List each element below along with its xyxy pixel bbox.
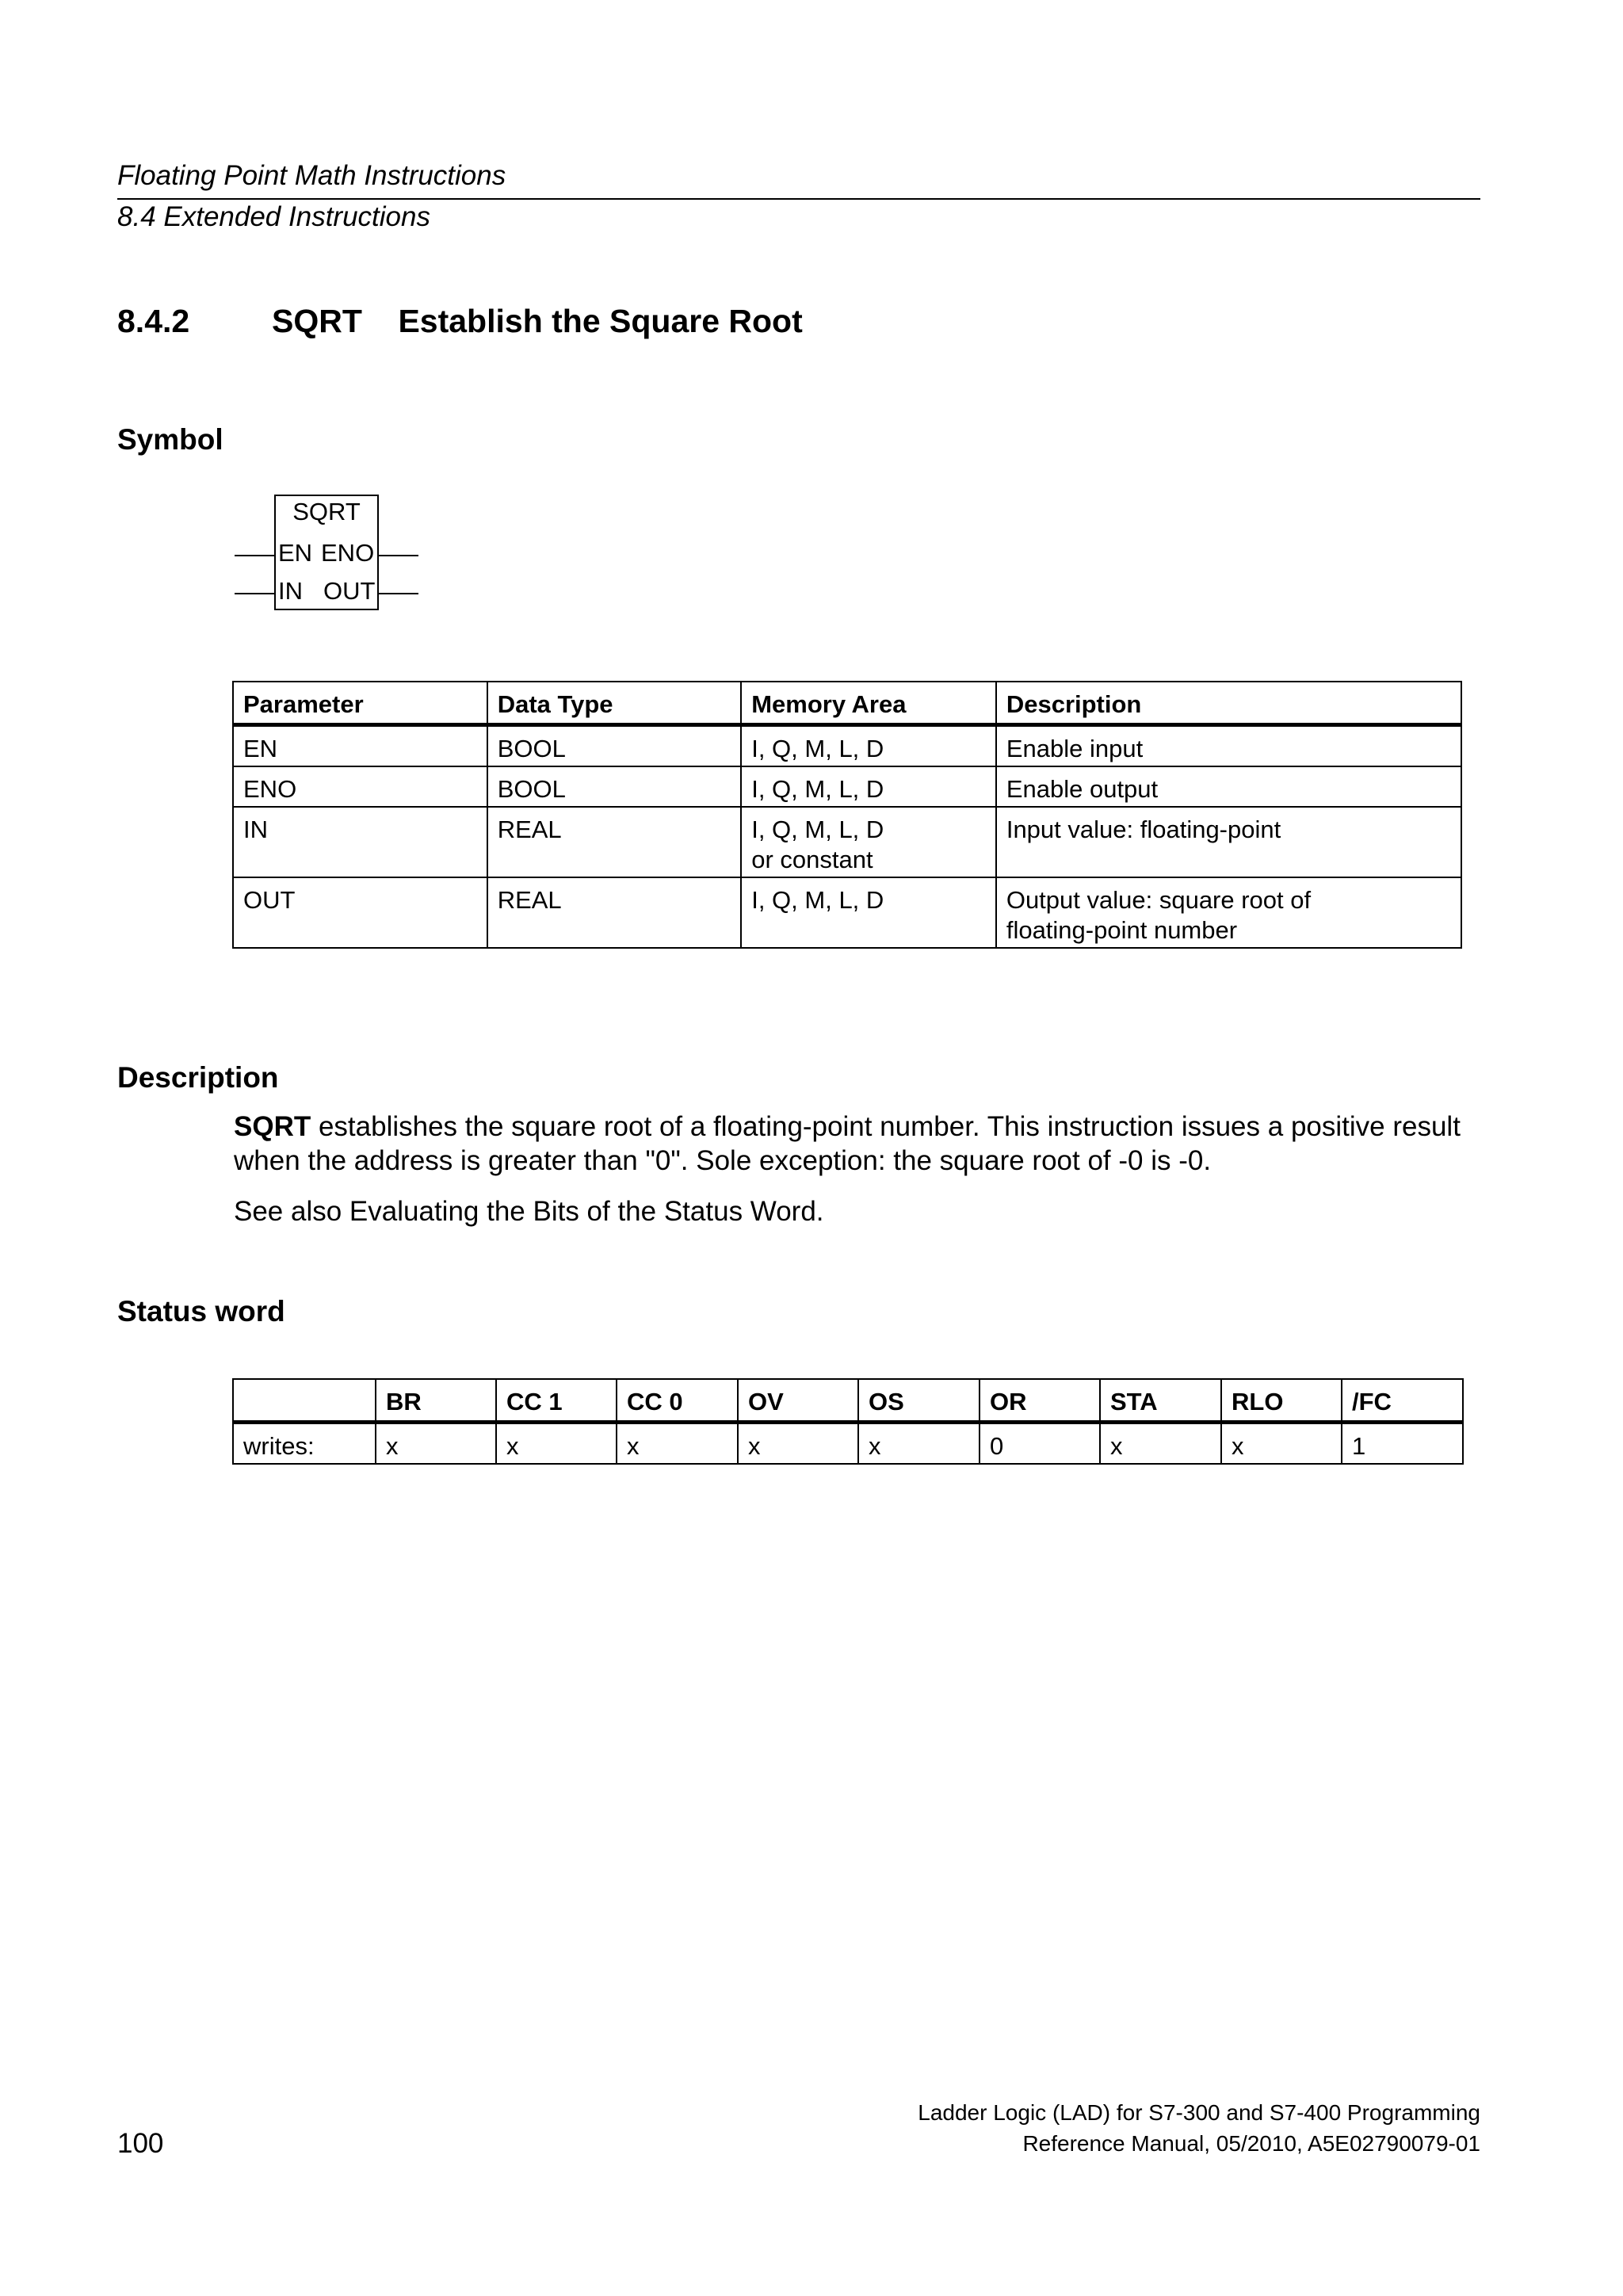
table-cell: BOOL	[487, 725, 742, 767]
out-wire	[379, 593, 418, 594]
table-cell: Output value: square root of floating-point number	[996, 877, 1461, 948]
header-rule	[117, 198, 1480, 200]
page-number: 100	[117, 2128, 164, 2159]
table-cell: writes:	[233, 1423, 376, 1465]
table-cell: 0	[980, 1423, 1100, 1465]
description-paragraph	[234, 1110, 1486, 1178]
parameter-table	[232, 681, 1462, 949]
column-header: RLO	[1221, 1379, 1342, 1423]
column-header	[233, 1379, 376, 1423]
column-header: Data Type	[487, 682, 742, 725]
table-cell: 1	[1342, 1423, 1463, 1465]
column-header: OR	[980, 1379, 1100, 1423]
in-wire	[235, 593, 274, 594]
footer-manual-title: Ladder Logic (LAD) for S7-300 and S7-400 Programming	[918, 2100, 1480, 2125]
column-header: /FC	[1342, 1379, 1463, 1423]
table-cell: REAL	[487, 877, 742, 948]
column-header: Description	[996, 682, 1461, 725]
table-cell: Input value: floating-point	[996, 807, 1461, 877]
table-cell: x	[1221, 1423, 1342, 1465]
table-cell: REAL	[487, 807, 742, 877]
running-header-chapter: Floating Point Math Instructions	[117, 160, 506, 191]
column-header: OV	[738, 1379, 858, 1423]
column-header: CC 0	[617, 1379, 738, 1423]
table-cell: EN	[233, 725, 487, 767]
description-text: establishes the square root of a floating-point number. This instruction issues a positive result when the address is greater than "0". Sole exception: the square root of -0 is -0.	[234, 1111, 1461, 1176]
table-cell: x	[617, 1423, 738, 1465]
table-cell: I, Q, M, L, D	[741, 725, 996, 767]
parameter-table-header	[233, 682, 1461, 725]
description-subheading: Description	[117, 1061, 279, 1094]
table-row	[233, 766, 1461, 807]
en-wire	[235, 555, 274, 556]
table-cell: IN	[233, 807, 487, 877]
status-word-table	[232, 1378, 1464, 1465]
column-header: OS	[858, 1379, 980, 1423]
table-cell: x	[376, 1423, 496, 1465]
column-header: BR	[376, 1379, 496, 1423]
table-cell: x	[858, 1423, 980, 1465]
table-row	[233, 877, 1461, 948]
column-header: CC 1	[496, 1379, 617, 1423]
table-cell: OUT	[233, 877, 487, 948]
section-number: 8.4.2	[117, 303, 190, 339]
table-cell: ENO	[233, 766, 487, 807]
pin-out-label: OUT	[323, 577, 376, 605]
section-title: SQRT Establish the Square Root	[272, 303, 803, 339]
pin-en-label: EN	[278, 539, 313, 567]
table-row	[233, 725, 1461, 767]
table-row	[233, 807, 1461, 877]
pin-eno-label: ENO	[321, 539, 375, 567]
column-header: Memory Area	[741, 682, 996, 725]
table-cell: Enable input	[996, 725, 1461, 767]
running-header-section: 8.4 Extended Instructions	[117, 201, 430, 232]
table-cell: I, Q, M, L, D or constant	[741, 807, 996, 877]
table-cell: x	[496, 1423, 617, 1465]
table-cell: BOOL	[487, 766, 742, 807]
status-word-header	[233, 1379, 1463, 1423]
keyword-sqrt: SQRT	[234, 1111, 311, 1142]
sqrt-block-title: SQRT	[292, 498, 361, 525]
table-cell: x	[738, 1423, 858, 1465]
table-row	[233, 1423, 1463, 1465]
column-header: Parameter	[233, 682, 487, 725]
table-cell: I, Q, M, L, D	[741, 877, 996, 948]
see-also-paragraph: See also Evaluating the Bits of the Status Word.	[234, 1196, 824, 1227]
table-cell: Enable output	[996, 766, 1461, 807]
column-header: STA	[1100, 1379, 1221, 1423]
table-cell: I, Q, M, L, D	[741, 766, 996, 807]
footer-manual-edition: Reference Manual, 05/2010, A5E02790079-01	[1022, 2131, 1480, 2156]
pin-in-label: IN	[278, 577, 303, 605]
table-cell: x	[1100, 1423, 1221, 1465]
status-word-subheading: Status word	[117, 1295, 285, 1328]
eno-wire	[379, 555, 418, 556]
symbol-subheading: Symbol	[117, 423, 223, 456]
